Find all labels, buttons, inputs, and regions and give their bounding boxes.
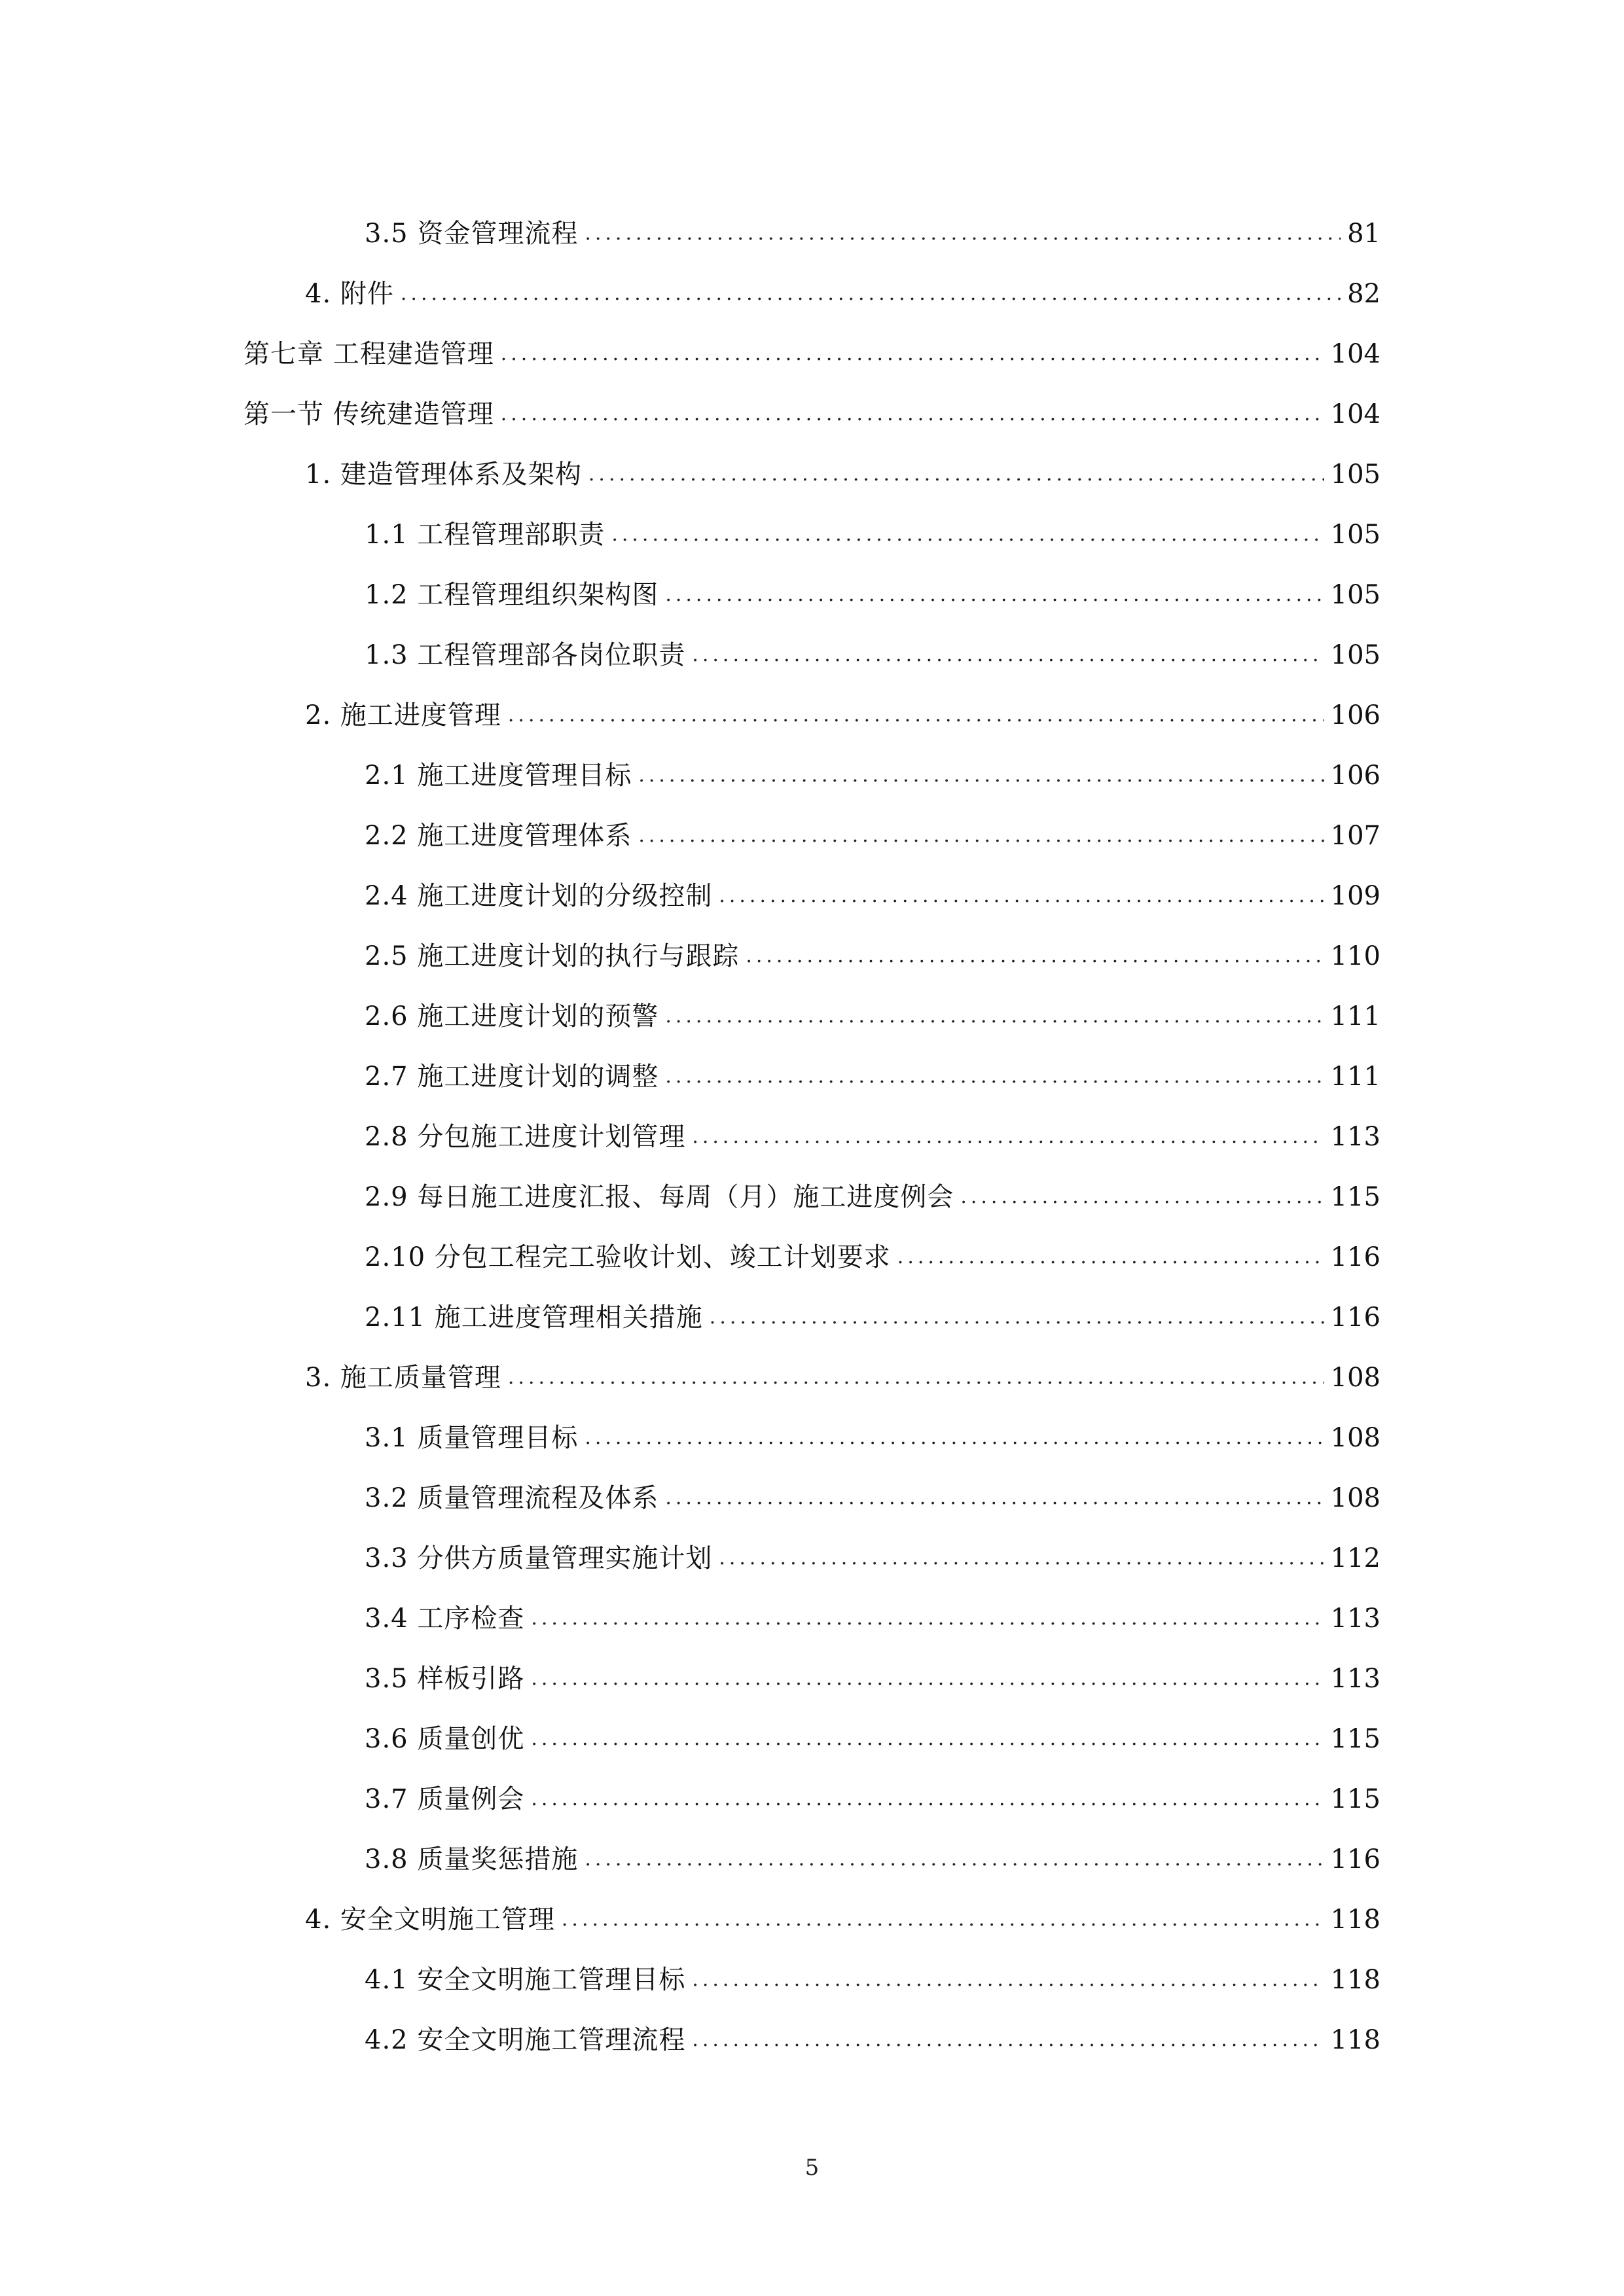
toc-dot-leader [719, 876, 1324, 916]
toc-entry-label: 3.5 样板引路 [365, 1664, 525, 1694]
toc-entry-page: 105 [1330, 520, 1380, 550]
toc-dot-leader [585, 214, 1341, 253]
toc-entry-page: 105 [1330, 640, 1380, 670]
toc-dot-leader [531, 1719, 1324, 1759]
toc-entry-label: 4. 安全文明施工管理 [305, 1905, 555, 1935]
toc-entry-label: 2.2 施工进度管理体系 [365, 821, 632, 851]
toc-dot-leader [508, 696, 1324, 735]
toc-entry-label: 3.2 质量管理流程及体系 [365, 1483, 659, 1513]
toc-dot-leader [638, 816, 1324, 855]
toc-dot-leader [611, 515, 1324, 554]
toc-entry[interactable] [365, 1177, 1380, 1217]
toc-entry-page: 107 [1330, 821, 1380, 851]
toc-entry-page: 111 [1330, 1062, 1380, 1092]
toc-entry-page: 106 [1330, 761, 1380, 791]
toc-dot-leader [746, 937, 1324, 976]
toc-entry[interactable] [365, 876, 1380, 916]
toc-dot-leader [638, 756, 1324, 795]
toc-entry[interactable] [365, 756, 1380, 795]
toc-entry-page: 116 [1330, 1844, 1380, 1874]
toc-entry-page: 82 [1347, 279, 1380, 309]
toc-entry-page: 106 [1330, 700, 1380, 730]
toc-entry-label: 3.8 质量奖惩措施 [365, 1844, 579, 1874]
toc-entry-label: 2.10 分包工程完工验收计划、竣工计划要求 [365, 1242, 891, 1272]
toc-entry[interactable] [365, 1840, 1380, 1879]
toc-entry-label: 3.7 质量例会 [365, 1784, 525, 1814]
toc-entry-label: 1.1 工程管理部职责 [365, 520, 605, 550]
toc-entry[interactable] [365, 1298, 1380, 1337]
toc-dot-leader [692, 1960, 1324, 2000]
toc-entry-label: 3.3 分供方质量管理实施计划 [365, 1543, 713, 1573]
toc-entry-label: 2.1 施工进度管理目标 [365, 761, 632, 791]
toc-entry-page: 109 [1330, 881, 1380, 911]
toc-entry-page: 81 [1347, 219, 1380, 249]
toc-entry-label: 2. 施工进度管理 [305, 700, 501, 730]
toc-entry-page: 116 [1330, 1302, 1380, 1333]
toc-dot-leader [692, 1117, 1324, 1157]
toc-entry-label: 3. 施工质量管理 [305, 1363, 501, 1393]
toc-entry-label: 2.4 施工进度计划的分级控制 [365, 881, 713, 911]
toc-entry[interactable] [305, 1358, 1380, 1397]
toc-entry-page: 108 [1330, 1483, 1380, 1513]
toc-entry-label: 第七章 工程建造管理 [244, 339, 494, 369]
toc-entry-page: 118 [1330, 1965, 1380, 1995]
toc-entry[interactable] [365, 1057, 1380, 1096]
page-number: 5 [804, 2155, 820, 2181]
toc-entry[interactable] [365, 937, 1380, 976]
toc-entry-page: 118 [1330, 2025, 1380, 2055]
toc-entry-page: 115 [1330, 1182, 1380, 1212]
toc-entry-page: 113 [1330, 1122, 1380, 1152]
toc-entry[interactable] [365, 1539, 1380, 1578]
toc-entry[interactable] [305, 274, 1380, 314]
toc-dot-leader [897, 1238, 1324, 1277]
toc-entry[interactable] [365, 1117, 1380, 1157]
toc-entry[interactable] [305, 1900, 1380, 1939]
toc-entry-label: 3.4 工序检查 [365, 1604, 525, 1634]
toc-entry[interactable] [244, 334, 1380, 374]
toc-entry[interactable] [305, 696, 1380, 735]
toc-dot-leader [692, 2020, 1324, 2060]
toc-entry[interactable] [365, 1719, 1380, 1759]
toc-entry[interactable] [365, 636, 1380, 675]
toc-entry[interactable] [365, 515, 1380, 554]
toc-entry-page: 113 [1330, 1664, 1380, 1694]
toc-dot-leader [960, 1177, 1324, 1217]
toc-entry[interactable] [365, 1418, 1380, 1458]
toc-entry[interactable] [365, 1960, 1380, 2000]
toc-dot-leader [719, 1539, 1324, 1578]
toc-dot-leader [531, 1659, 1324, 1698]
toc-entry-page: 112 [1330, 1543, 1380, 1573]
toc-entry-label: 4.2 安全文明施工管理流程 [365, 2025, 686, 2055]
toc-entry[interactable] [365, 1479, 1380, 1518]
toc-dot-leader [588, 455, 1324, 494]
toc-entry-label: 2.6 施工进度计划的预警 [365, 1001, 659, 1031]
toc-entry-page: 104 [1330, 339, 1380, 369]
toc-entry-page: 108 [1330, 1423, 1380, 1453]
toc-entry-page: 118 [1330, 1905, 1380, 1935]
toc-entry-page: 108 [1330, 1363, 1380, 1393]
toc-entry-page: 111 [1330, 1001, 1380, 1031]
toc-entry[interactable] [305, 455, 1380, 494]
toc-dot-leader [508, 1358, 1324, 1397]
toc-dot-leader [710, 1298, 1324, 1337]
toc-entry-label: 1.3 工程管理部各岗位职责 [365, 640, 686, 670]
toc-entry-label: 1. 建造管理体系及架构 [305, 459, 582, 490]
toc-entry-label: 3.6 质量创优 [365, 1724, 525, 1754]
toc-entry-page: 110 [1330, 941, 1380, 971]
toc-entry-label: 2.11 施工进度管理相关措施 [365, 1302, 703, 1333]
toc-entry-label: 第一节 传统建造管理 [244, 399, 494, 429]
toc-entry-label: 4.1 安全文明施工管理目标 [365, 1965, 686, 1995]
toc-dot-leader [562, 1900, 1324, 1939]
toc-entry[interactable] [365, 1659, 1380, 1698]
toc-dot-leader [665, 1057, 1324, 1096]
toc-dot-leader [665, 575, 1324, 615]
toc-entry[interactable] [365, 1780, 1380, 1819]
toc-entry-page: 105 [1330, 580, 1380, 610]
toc-dot-leader [401, 274, 1341, 314]
toc-entry-label: 2.7 施工进度计划的调整 [365, 1062, 659, 1092]
toc-entry-label: 4. 附件 [305, 279, 394, 309]
toc-entry-page: 113 [1330, 1604, 1380, 1634]
toc-dot-leader [501, 334, 1324, 374]
toc-entry[interactable] [365, 1238, 1380, 1277]
toc-entry[interactable] [365, 997, 1380, 1036]
toc-entry-label: 2.9 每日施工进度汇报、每周（月）施工进度例会 [365, 1182, 954, 1212]
toc-entry[interactable] [365, 1599, 1380, 1638]
toc-entry[interactable] [244, 395, 1380, 434]
toc-dot-leader [531, 1780, 1324, 1819]
toc-dot-leader [585, 1840, 1324, 1879]
toc-entry-page: 104 [1330, 399, 1380, 429]
toc-entry-page: 105 [1330, 459, 1380, 490]
toc-entry-label: 2.5 施工进度计划的执行与跟踪 [365, 941, 740, 971]
toc-entry-page: 116 [1330, 1242, 1380, 1272]
toc-entry[interactable] [365, 575, 1380, 615]
toc-dot-leader [531, 1599, 1324, 1638]
toc-entry-label: 3.1 质量管理目标 [365, 1423, 579, 1453]
toc-dot-leader [501, 395, 1324, 434]
toc-entry-label: 1.2 工程管理组织架构图 [365, 580, 659, 610]
toc-dot-leader [665, 997, 1324, 1036]
toc-entry-page: 115 [1330, 1784, 1380, 1814]
toc-entry[interactable] [365, 816, 1380, 855]
toc-dot-leader [665, 1479, 1324, 1518]
toc-entry-label: 3.5 资金管理流程 [365, 219, 579, 249]
toc-dot-leader [692, 636, 1324, 675]
toc-entry-page: 115 [1330, 1724, 1380, 1754]
toc-entry[interactable] [365, 2020, 1380, 2060]
toc-entry-label: 2.8 分包施工进度计划管理 [365, 1122, 686, 1152]
toc-dot-leader [585, 1418, 1324, 1458]
toc-entry[interactable] [365, 214, 1380, 253]
